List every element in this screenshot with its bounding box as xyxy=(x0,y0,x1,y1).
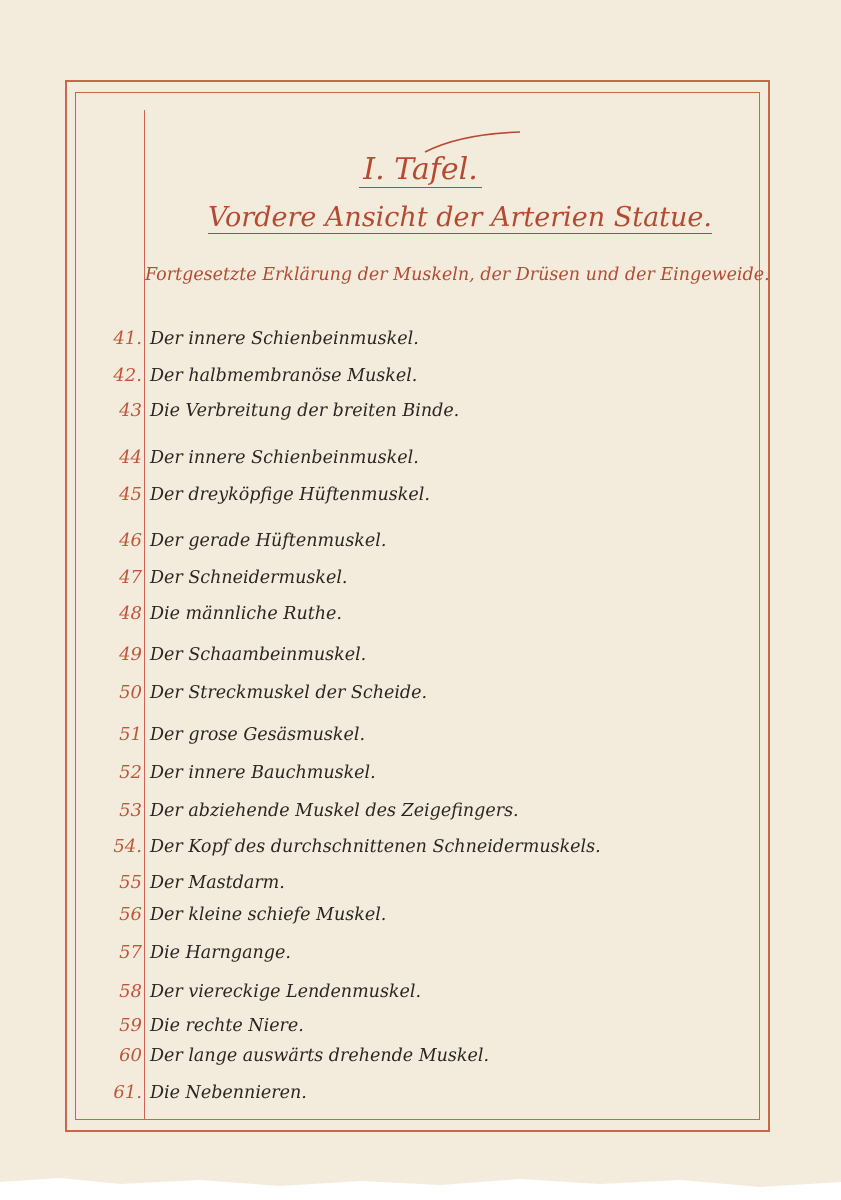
entry-number: 43 xyxy=(119,400,142,421)
entry-text: Der lange auswärts drehende Muskel. xyxy=(150,1046,490,1066)
entry-number: 58 xyxy=(119,981,142,1002)
entry-number: 47 xyxy=(119,567,142,588)
subtitle-explanation: Fortgesetzte Erklärung der Muskeln, der Drüsen und der Eingeweide. xyxy=(145,265,770,285)
entry-text: Der Mastdarm. xyxy=(150,873,285,893)
entry-number: 50 xyxy=(119,682,142,703)
entry-number: 61. xyxy=(113,1082,142,1103)
entry-text: Der kleine schiefe Muskel. xyxy=(150,905,387,925)
entry-text: Der Streckmuskel der Scheide. xyxy=(150,683,428,703)
entry-text: Der Schneidermuskel. xyxy=(150,568,348,588)
entry-number: 52 xyxy=(119,762,142,783)
entry-text: Die Verbreitung der breiten Binde. xyxy=(150,401,460,421)
list-item xyxy=(0,599,841,629)
list-item xyxy=(0,977,841,1007)
entry-number: 51 xyxy=(119,724,142,745)
entry-text: Der innere Bauchmuskel. xyxy=(150,763,376,783)
entry-number: 44 xyxy=(119,447,142,468)
entry-text: Der innere Schienbeinmuskel. xyxy=(150,329,419,349)
entry-text: Der halbmembranöse Muskel. xyxy=(150,366,418,386)
entry-text: Der Kopf des durchschnittenen Schneidermuskels. xyxy=(150,837,601,857)
list-item xyxy=(0,443,841,473)
list-item xyxy=(0,720,841,750)
entry-number: 53 xyxy=(119,800,142,821)
subtitle: Vordere Ansicht der Arterien Statue. xyxy=(208,202,712,233)
entry-number: 59 xyxy=(119,1015,142,1036)
list-item xyxy=(0,396,841,426)
list-item xyxy=(0,678,841,708)
list-item xyxy=(0,868,841,898)
list-item xyxy=(0,900,841,930)
entry-text: Der gerade Hüftenmuskel. xyxy=(150,531,387,551)
list-item xyxy=(0,361,841,391)
list-item xyxy=(0,480,841,510)
entry-text: Die Harngange. xyxy=(150,943,291,963)
entry-text: Der dreyköpfige Hüftenmuskel. xyxy=(150,485,430,505)
entry-number: 45 xyxy=(119,484,142,505)
list-item xyxy=(0,938,841,968)
list-item xyxy=(0,1078,841,1108)
list-item xyxy=(0,324,841,354)
torn-edge xyxy=(0,1160,841,1200)
entry-text: Der innere Schienbeinmuskel. xyxy=(150,448,419,468)
entry-number: 55 xyxy=(119,872,142,893)
list-item xyxy=(0,640,841,670)
entry-text: Die Nebennieren. xyxy=(150,1083,307,1103)
entry-number: 41. xyxy=(113,328,142,349)
list-item xyxy=(0,758,841,788)
entry-text: Der viereckige Lendenmuskel. xyxy=(150,982,422,1002)
entry-number: 48 xyxy=(119,603,142,624)
entry-text: Der Schaambeinmuskel. xyxy=(150,645,367,665)
list-item xyxy=(0,1041,841,1071)
list-item xyxy=(0,796,841,826)
entry-text: Die rechte Niere. xyxy=(150,1016,304,1036)
list-item xyxy=(0,563,841,593)
list-item xyxy=(0,832,841,862)
entry-text: Der grose Gesäsmuskel. xyxy=(150,725,366,745)
list-item xyxy=(0,1011,841,1041)
entry-number: 57 xyxy=(119,942,142,963)
list-item xyxy=(0,526,841,556)
entry-number: 42. xyxy=(113,365,142,386)
entry-number: 49 xyxy=(119,644,142,665)
entry-text: Die männliche Ruthe. xyxy=(150,604,342,624)
entry-text: Der abziehende Muskel des Zeigefingers. xyxy=(150,801,519,821)
entry-number: 56 xyxy=(119,904,142,925)
entry-number: 60 xyxy=(119,1045,142,1066)
entry-number: 54. xyxy=(113,836,142,857)
page-title: I. Tafel. xyxy=(0,150,841,190)
entry-number: 46 xyxy=(119,530,142,551)
